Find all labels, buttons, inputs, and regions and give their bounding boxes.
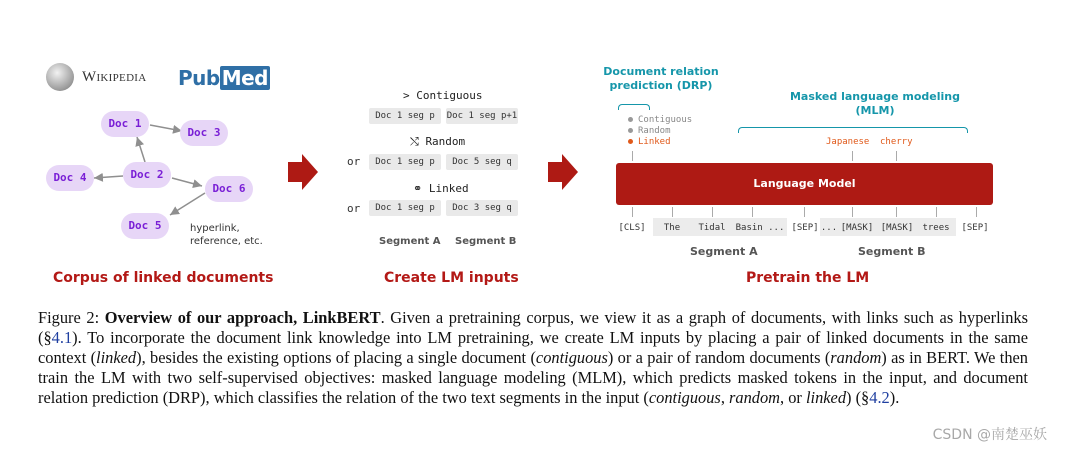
section-link[interactable]: 4.2	[869, 388, 890, 407]
drp-option-contiguous: Contiguous	[628, 115, 692, 126]
token-mask: [MASK]	[840, 223, 874, 233]
token-mask: [MASK]	[880, 223, 914, 233]
token: trees	[922, 223, 950, 233]
arrow-right-icon	[288, 154, 320, 190]
doc-node-4: Doc 4	[46, 165, 94, 191]
doc-node-2: Doc 2	[123, 162, 171, 188]
segment-box: Doc 1 seg p	[369, 154, 441, 170]
arrow-right-icon	[548, 154, 580, 190]
link-note: hyperlink, reference, etc.	[190, 223, 263, 247]
token-sep: [SEP]	[791, 223, 819, 233]
segment-box: Doc 1 seg p+1	[446, 108, 518, 124]
segment-box: Doc 5 seg q	[446, 154, 518, 170]
segment-b-label: Segment B	[455, 236, 517, 247]
panel1-caption: Corpus of linked documents	[53, 270, 274, 286]
shuffle-icon: ⤭	[410, 135, 419, 148]
drp-heading: Document relation prediction (DRP)	[603, 65, 719, 92]
input-tick	[804, 207, 805, 217]
watermark: CSDN @南楚巫妖	[932, 427, 1047, 443]
doc-node-5: Doc 5	[121, 213, 169, 239]
token-cls: [CLS]	[618, 223, 646, 233]
input-tick	[852, 207, 853, 217]
segment-box: Doc 1 seg p	[369, 200, 441, 216]
linked-heading: ⚭ Linked	[413, 182, 469, 195]
panel2-caption: Create LM inputs	[384, 270, 519, 286]
output-tick	[896, 151, 897, 161]
mlm-heading: Masked language modeling (MLM)	[789, 90, 961, 117]
wikipedia-label: Wikipedia	[82, 69, 147, 85]
input-tick	[712, 207, 713, 217]
figure-caption: Figure 2: Overview of our approach, LinkBERT. Given a pretraining corpus, we view it as a graph of documents, with links such as hyperlinks (§4.1). To incorporate the document link knowledge into LM pretraining, we create LM inputs by placing a pair of linked documents in the same context (linked), besides the existing options of placing a single document (contiguous) or a pair of random documents (random) as in BERT. We then train the LM with two self-supervised objectives: masked language modeling (MLM), which predicts masked tokens in the input, and document relation prediction (DRP), which classifies the relation of the two text segments in the input (contiguous, random, or linked) (§4.2).	[38, 308, 1029, 407]
output-tick	[632, 151, 633, 161]
panel3-caption: Pretrain the LM	[746, 270, 870, 286]
drp-option-linked: Linked	[628, 137, 671, 148]
doc-node-3: Doc 3	[180, 120, 228, 146]
link-icon: ⚭	[413, 182, 423, 195]
segment-a-label: Segment A	[379, 236, 441, 247]
input-tick	[936, 207, 937, 217]
token: Basin ...	[735, 223, 785, 233]
input-tick	[976, 207, 977, 217]
input-tick	[672, 207, 673, 217]
segment-a-label: Segment A	[690, 245, 758, 258]
drp-option-random: Random	[628, 126, 671, 137]
token: The	[663, 223, 681, 233]
token-sep: [SEP]	[961, 223, 989, 233]
segment-box: Doc 1 seg p	[369, 108, 441, 124]
doc-node-1: Doc 1	[101, 111, 149, 137]
contiguous-heading: > Contiguous	[403, 89, 483, 102]
masked-word-2: cherry	[880, 137, 913, 147]
doc-node-6: Doc 6	[205, 176, 253, 202]
language-model-box: Language Model	[616, 163, 993, 205]
or-label: or	[347, 155, 361, 168]
input-tick	[752, 207, 753, 217]
section-link[interactable]: 4.1	[51, 328, 73, 347]
output-tick	[852, 151, 853, 161]
mlm-brace	[738, 127, 968, 133]
random-heading: ⤭ Random	[410, 135, 466, 148]
segment-box: Doc 3 seg q	[446, 200, 518, 216]
input-tick	[632, 207, 633, 217]
token: ...	[820, 223, 838, 233]
chevron-right-icon: >	[403, 89, 410, 102]
token: Tidal	[698, 223, 726, 233]
segment-b-label: Segment B	[858, 245, 926, 258]
input-tick	[896, 207, 897, 217]
or-label: or	[347, 202, 361, 215]
drp-brace	[618, 104, 650, 110]
pubmed-logo: Pub Med	[178, 66, 269, 90]
masked-word-1: Japanese	[826, 137, 870, 147]
